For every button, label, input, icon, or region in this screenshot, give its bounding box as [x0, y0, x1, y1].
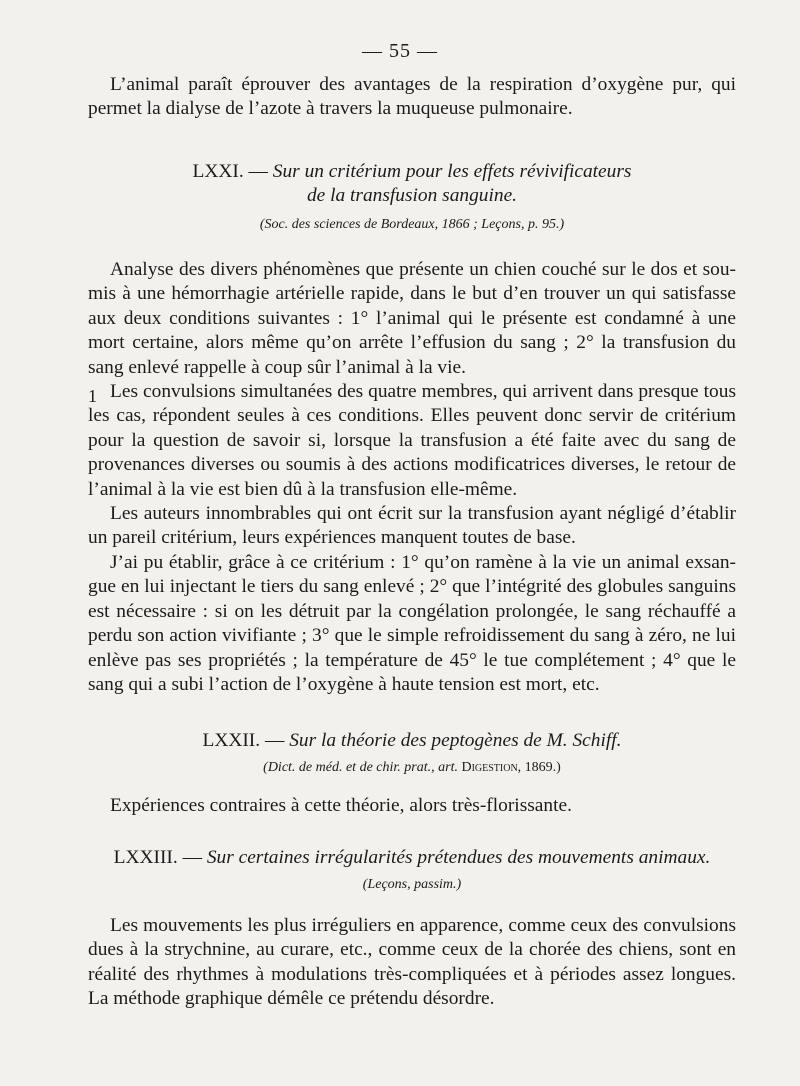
section-72-paragraph: Expériences contraires à cette théorie, alors très-florissante.: [110, 795, 572, 816]
section-72-number: LXXII.: [202, 730, 261, 751]
section-72-title-line: [88, 729, 736, 753]
section-71-reference: (Soc. des sciences de Bordeaux, 1866 ; Leçons, p. 95.): [259, 217, 565, 232]
section-72-reference: [88, 759, 736, 777]
page-number: — 55 —: [362, 40, 438, 62]
section-72-body: [88, 794, 736, 818]
intro-paragraph-block: [88, 73, 736, 122]
section-71-title-continued: de la transfusion sanguine.: [306, 185, 518, 206]
section-73-dash: —: [177, 847, 207, 868]
section-72-heading: [88, 729, 736, 777]
section-72-reference-article: Digestion: [461, 760, 518, 775]
section-71-dash: —: [243, 161, 273, 182]
section-71-paragraph-2: Les convulsions simultanées des quatre membres, qui arrivent dans presque tous les cas, répondent seules à ces conditions. Elles peuvent donc servir de critérium pour la question de savoir si, lorsque la transfusion a été faite avec du sang de provenances diverses ou soumis à des actions modificatrices diverses, le retour de l’animal à la vie est bien dû à la transfusion elle-même.: [88, 381, 736, 500]
section-73-paragraph: Les mouvements les plus irréguliers en apparence, comme ceux des convulsions dues à la strychnine, au curare, etc., comme ceux de la chorée des chiens, sont en réalité des rhythmes à modulations très-compliquées et à périodes assez longues. La méthode graphique démêle ce prétendu désordre.: [88, 915, 736, 1010]
section-71-heading: [88, 160, 736, 234]
section-72-dash: —: [260, 730, 290, 751]
section-73-number: LXXIII.: [113, 847, 178, 868]
section-71-paragraph-3: Les auteurs innombrables qui ont écrit sur la transfusion ayant négligé d’établir un pareil critérium, leurs expériences manquent toutes de base.: [88, 503, 736, 549]
section-71-paragraph-4: J’ai pu établir, grâce à ce critérium : 1° qu’on ramène à la vie un animal exsangue en lui injectant le tiers du sang enlevé ; 2° que l’intégrité des globules sanguins est nécessaire : si on les détruit par la congélation prolongée, le sang réchauffé a perdu son action vivifiante ; 3° que le simple refroidissement du sang à zéro, ne lui enlève pas ses propriétés ; la température de 45° le tue complétement ; 4° que le sang qui a subi l’action de l’oxygène à haute tension est mort, etc.: [88, 551, 736, 695]
section-71-number: LXXI.: [192, 161, 244, 182]
section-72-title: Sur la théorie des peptogènes de M. Schiff.: [289, 730, 622, 751]
section-71-title: Sur un critérium pour les effets révivificateurs: [272, 161, 632, 182]
section-72-reference-year: , 1869.): [517, 760, 561, 775]
intro-paragraph: L’animal paraît éprouver des avantages de la respiration d’oxygène pur, qui permet la dialyse de l’azote à travers la muqueuse pulmonaire.: [88, 74, 736, 120]
section-71-title-line1: [88, 160, 736, 184]
margin-mark: 1: [88, 386, 97, 406]
section-71-paragraph-1: Analyse des divers phénomènes que présente un chien couché sur le dos et soumis à une hémorrhagie artérielle rapide, dans le but d’en trouver un qui satisfasse aux deux conditions suivantes : 1° l’animal qui le présente est condamné à une mort certaine, alors même qu’on arrête l’effusion du sang ; 2° la transfusion du sang enlevé rappelle à coup sûr l’animal à la vie.: [88, 259, 736, 378]
section-73-title: Sur certaines irrégularités prétendues des mouvements animaux.: [206, 847, 711, 868]
section-73-title-line: [88, 846, 736, 870]
section-71-title-line2: [88, 184, 736, 208]
section-73-heading: [88, 846, 736, 894]
section-73-reference: (Leçons, passim.): [362, 877, 462, 892]
section-71-body: [88, 258, 736, 697]
section-72-reference-source: (Dict. de méd. et de chir. prat., art.: [263, 760, 462, 775]
section-73-body: [88, 914, 736, 1012]
